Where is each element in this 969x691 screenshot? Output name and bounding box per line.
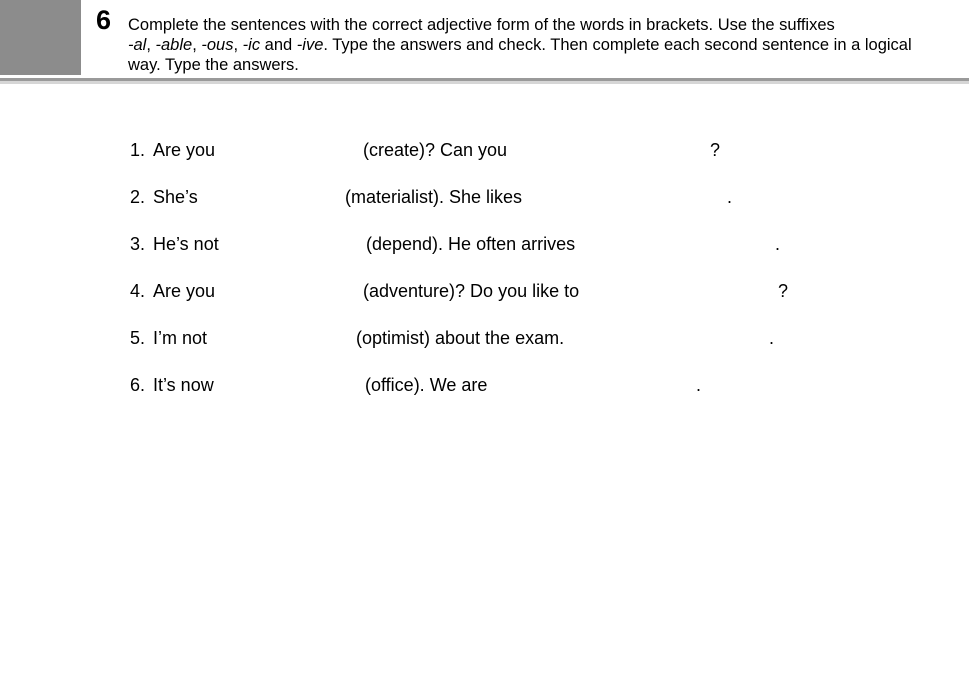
- item-number: 4.: [130, 281, 146, 301]
- exercise-instructions: [128, 15, 928, 75]
- and-word: and: [260, 36, 297, 54]
- item-middle-text: (adventure)? Do you like to: [363, 281, 580, 301]
- adjective-answer-input-2[interactable]: [200, 186, 344, 210]
- item-middle-text: (office). We are: [365, 375, 488, 395]
- adjective-answer-input-6[interactable]: [220, 374, 364, 398]
- item-end-punct: ?: [778, 281, 789, 301]
- item-end-punct: ?: [710, 140, 721, 160]
- comma: ,: [146, 36, 156, 54]
- comma: ,: [192, 36, 202, 54]
- sentence-answer-input-2[interactable]: [517, 186, 726, 210]
- item-end-punct: .: [775, 234, 781, 254]
- header-grey-block: [0, 0, 81, 75]
- item-start-text: Are you: [153, 281, 216, 301]
- suffix-ous: -ous: [201, 36, 234, 54]
- item-middle-text: (optimist) about the exam.: [356, 328, 565, 348]
- suffix-ic: -ic: [242, 36, 261, 54]
- adjective-answer-input-5[interactable]: [210, 327, 354, 351]
- instructions-text-1: Complete the sentences with the correct adjective form of the words in brackets. Use the suffixes: [128, 16, 835, 34]
- instructions-text-2: . Type the answers and check. Then complete each second sentence in a logical way. Type the answers.: [128, 36, 912, 74]
- sentence-answer-input-3[interactable]: [565, 233, 774, 257]
- item-middle-text: (depend). He often arrives: [366, 234, 576, 254]
- exercise-header: [0, 0, 969, 84]
- item-number: 5.: [130, 328, 146, 348]
- header-divider-shadow: [0, 81, 969, 84]
- item-start-text: Are you: [153, 140, 216, 160]
- sentence-answer-input-5[interactable]: [560, 327, 769, 351]
- suffix-able: -able: [155, 36, 193, 54]
- item-end-punct: .: [727, 187, 733, 207]
- item-end-punct: .: [769, 328, 775, 348]
- item-start-text: He’s not: [153, 234, 219, 254]
- exercise-number: 6: [96, 5, 112, 35]
- adjective-answer-input-4[interactable]: [218, 280, 362, 304]
- suffix-ive: -ive: [296, 36, 324, 54]
- item-number: 3.: [130, 234, 146, 254]
- sentence-answer-input-1[interactable]: [500, 139, 709, 163]
- item-number: 2.: [130, 187, 146, 207]
- comma: ,: [233, 36, 243, 54]
- sentence-answer-input-4[interactable]: [568, 280, 777, 304]
- item-start-text: She’s: [153, 187, 198, 207]
- item-number: 1.: [130, 140, 146, 160]
- item-middle-text: (create)? Can you: [363, 140, 508, 160]
- item-start-text: I’m not: [153, 328, 208, 348]
- suffix-al: -al: [128, 36, 147, 54]
- adjective-answer-input-1[interactable]: [218, 139, 362, 163]
- sentence-answer-input-6[interactable]: [487, 374, 696, 398]
- item-start-text: It’s now: [153, 375, 214, 395]
- adjective-answer-input-3[interactable]: [220, 233, 364, 257]
- item-end-punct: .: [696, 375, 702, 395]
- item-middle-text: (materialist). She likes: [345, 187, 523, 207]
- item-number: 6.: [130, 375, 146, 395]
